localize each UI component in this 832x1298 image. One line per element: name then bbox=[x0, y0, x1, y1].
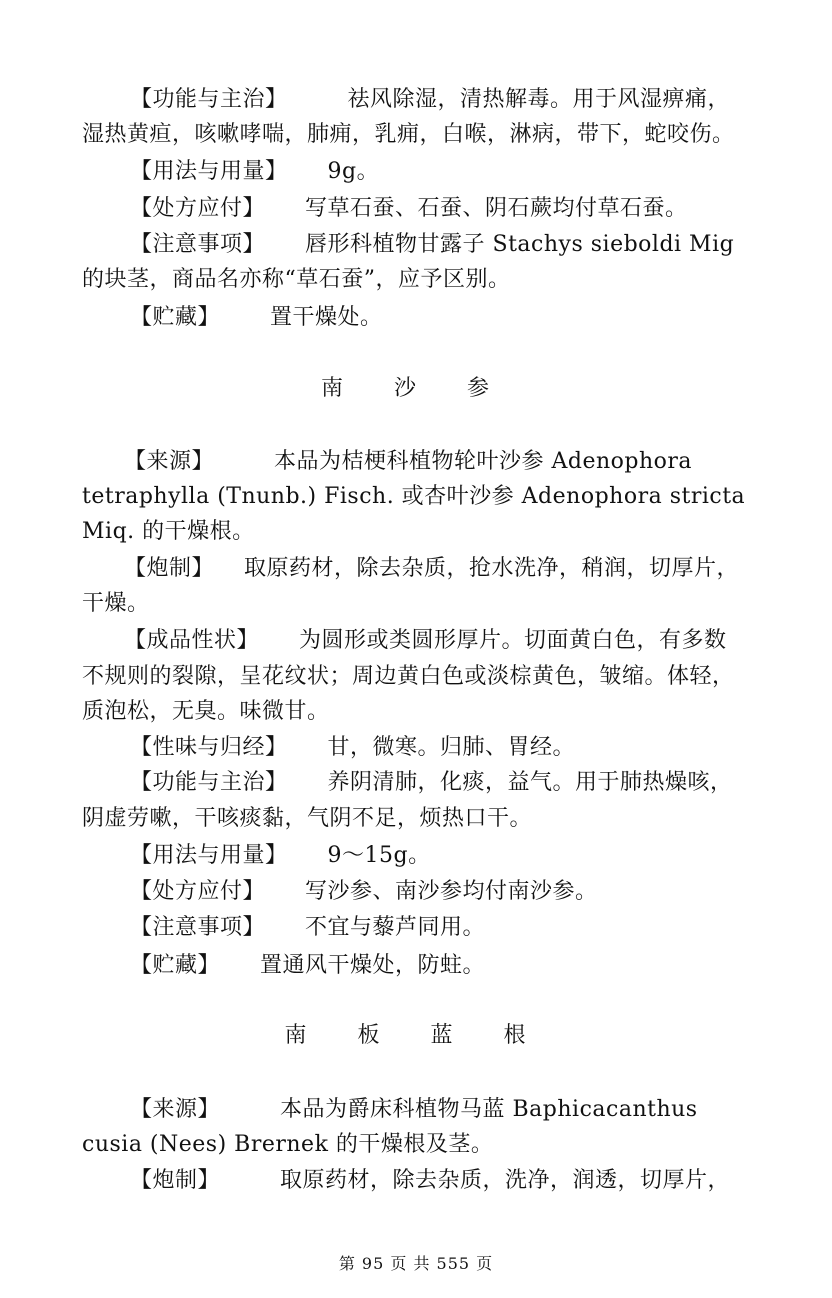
note-line-1 bbox=[130, 230, 750, 260]
func2-line-1 bbox=[130, 768, 750, 798]
func2-label: 【功能与主治】 bbox=[130, 770, 288, 795]
source-text: 本品为桔梗科植物轮叶沙参 Adenophora bbox=[274, 449, 693, 474]
usage2-text: 9～15g。 bbox=[327, 843, 431, 868]
taste-line bbox=[130, 733, 750, 763]
func-text: 祛风除湿，清热解毒。用于风湿痹痛， bbox=[347, 87, 731, 112]
note2-line bbox=[130, 913, 750, 943]
note2-label: 【注意事项】 bbox=[130, 915, 266, 940]
storage2-label: 【贮藏】 bbox=[130, 953, 221, 978]
prop-line-3: 质泡松，无臭。味微甘。 bbox=[82, 699, 330, 724]
storage-text: 置干燥处。 bbox=[270, 305, 383, 330]
note-line-2: 的块茎，商品名亦称“草石蚕”，应予区别。 bbox=[82, 267, 511, 292]
func2-line-2: 阴虚劳嗽，干咳痰黏，气阴不足，烦热口干。 bbox=[82, 806, 533, 831]
usage-label: 【用法与用量】 bbox=[130, 159, 288, 184]
note-text: 唇形科植物甘露子 Stachys sieboldi Mig bbox=[305, 232, 735, 257]
source3-text: 本品为爵床科植物马蓝 Baphicacanthus bbox=[280, 1097, 698, 1122]
proc-text: 取原药材，除去杂质，抢水洗净，稍润，切厚片， bbox=[244, 556, 740, 581]
usage-line bbox=[130, 157, 750, 187]
proc-label: 【炮制】 bbox=[124, 556, 215, 581]
page-footer: 第 95 页 共 555 页 bbox=[338, 1254, 494, 1273]
source-line-2: tetraphylla (Tnunb.) Fisch. 或杏叶沙参 Adenophora stricta bbox=[82, 484, 746, 509]
taste-label: 【性味与归经】 bbox=[130, 735, 288, 760]
func2-text: 养阴清肺，化痰，益气。用于肺热燥咳， bbox=[327, 770, 733, 795]
prop-label: 【成品性状】 bbox=[124, 628, 260, 653]
rx2-text: 写沙参、南沙参均付南沙参。 bbox=[305, 879, 598, 904]
source-line-3: Miq. 的干燥根。 bbox=[82, 519, 255, 544]
storage-label: 【贮藏】 bbox=[130, 305, 221, 330]
storage-line bbox=[130, 303, 750, 333]
source-label: 【来源】 bbox=[124, 449, 215, 474]
rx2-label: 【处方应付】 bbox=[130, 879, 266, 904]
section-title-nanshashen: 南 沙 参 bbox=[321, 376, 511, 401]
section-title-nanbanlangen: 南 板 蓝 根 bbox=[284, 1023, 548, 1048]
usage2-line bbox=[130, 841, 750, 871]
note-label: 【注意事项】 bbox=[130, 232, 266, 257]
proc3-label: 【炮制】 bbox=[130, 1168, 221, 1193]
func-line-2: 湿热黄疸，咳嗽哮喘，肺痈，乳痈，白喉，淋病，带下，蛇咬伤。 bbox=[82, 122, 735, 147]
proc-line-1 bbox=[124, 554, 750, 584]
proc-line-2: 干燥。 bbox=[82, 591, 150, 616]
usage2-label: 【用法与用量】 bbox=[130, 843, 288, 868]
source3-line-1 bbox=[130, 1095, 750, 1125]
prop-line-2: 不规则的裂隙，呈花纹状；周边黄白色或淡棕黄色，皱缩。体轻， bbox=[82, 664, 735, 689]
prop-text: 为圆形或类圆形厚片。切面黄白色，有多数 bbox=[299, 628, 727, 653]
func-line-1 bbox=[130, 85, 750, 115]
storage2-text: 置通风干燥处，防蛀。 bbox=[260, 953, 486, 978]
proc3-text: 取原药材，除去杂质，洗净，润透，切厚片， bbox=[280, 1168, 731, 1193]
source3-label: 【来源】 bbox=[130, 1097, 221, 1122]
prop-line-1 bbox=[124, 626, 750, 656]
storage2-line bbox=[130, 951, 750, 981]
proc3-line-1 bbox=[130, 1166, 750, 1196]
rx2-line bbox=[130, 877, 750, 907]
rx-text: 写草石蚕、石蚕、阴石蕨均付草石蚕。 bbox=[305, 196, 688, 221]
source3-line-2: cusia (Nees) Brernek 的干燥根及茎。 bbox=[82, 1132, 494, 1157]
usage-text: 9g。 bbox=[327, 159, 380, 184]
note2-text: 不宜与藜芦同用。 bbox=[305, 915, 486, 940]
source-line-1 bbox=[124, 447, 750, 477]
taste-text: 甘，微寒。归肺、胃经。 bbox=[327, 735, 576, 760]
rx-label: 【处方应付】 bbox=[130, 196, 266, 221]
func-label: 【功能与主治】 bbox=[130, 87, 288, 112]
rx-line bbox=[130, 194, 750, 224]
